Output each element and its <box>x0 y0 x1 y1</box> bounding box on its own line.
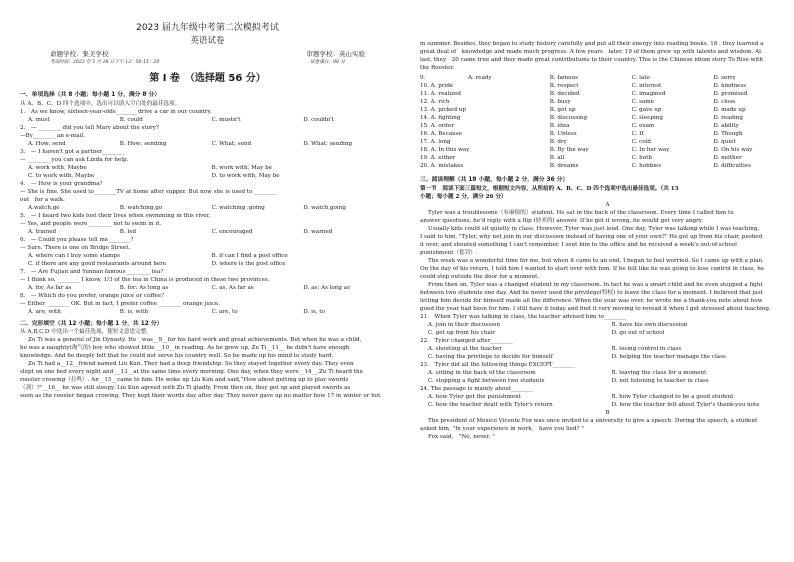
passage-line: between two students one day. And he never used the privilege(特权) to leave the class for a moment. I believed that just <box>420 289 763 296</box>
option: C. as, As far as <box>211 284 254 291</box>
cloze-option-row <box>420 106 794 114</box>
option: C. If <box>631 131 644 137</box>
cloze-option-row <box>420 138 794 146</box>
option: B. all <box>549 155 565 161</box>
option: B. watching,go <box>119 204 163 211</box>
question-stem-line: — She is fine. She used to________TV at home after supper. But now she is used to ________ <box>20 188 277 195</box>
school-info <box>20 49 395 59</box>
option: A. are, with <box>28 308 61 315</box>
cloze-option-row <box>420 162 794 170</box>
option: D. neither <box>713 155 742 161</box>
cloze-option-row <box>420 82 794 90</box>
question-options <box>420 321 794 337</box>
option: B. losing control in class <box>611 345 682 352</box>
option: D. go out of school <box>611 329 665 336</box>
option: D. helping the teacher manage the class <box>611 353 726 360</box>
passage-line: letting him decide for himself made all the difference. When the year was over, he wrote me a thank-you note about how <box>420 297 763 304</box>
passage-line: it over, and shouted something I can't remember. I sent him to the office and he received a week's out-of-school <box>420 241 737 248</box>
cloze-option-row <box>420 74 794 82</box>
question-stem: 1. As we know, sixteen-year-olds________drive a car in our country. <box>20 108 212 115</box>
option: B. dreams <box>549 163 579 169</box>
option: D. where is the post office <box>211 260 286 267</box>
question-stem-line: —By________ an e-mail. <box>20 132 85 139</box>
option: C. cold <box>631 139 652 145</box>
question-stem: 21. When Tyler was talking in class, the teacher advised him to________ <box>420 313 627 320</box>
cloze-number-option: 13. A. picked up <box>420 107 467 113</box>
cloze-option-row <box>420 154 794 162</box>
section-1-instruction: 从 A、B、C、D 四个选项中，选出可以填入空白处的最佳选项。 <box>20 100 181 107</box>
option: B. Unless <box>549 131 577 137</box>
option: B. How; sending <box>119 140 167 147</box>
option: D. not listening to teacher in class <box>611 377 709 384</box>
passage-line: in summer. Besides, they began to study history carefully and put all their energy into reading books. 18 , they learned a <box>420 41 764 47</box>
option: C. both <box>631 155 652 161</box>
option: A. ready <box>468 75 492 81</box>
section-2-heading: 二、完形填空（共 12 小题；每小题 1 分，共 12 分） <box>20 320 163 327</box>
question-stem-line: out for a walk. <box>20 196 65 203</box>
option: A.watch,go <box>28 204 60 211</box>
option: C. late <box>631 75 650 81</box>
exam-title: 2023 届九年级中考第二次模拟考试 <box>136 23 279 33</box>
question-options <box>20 204 395 212</box>
option: D. quiet <box>713 139 736 145</box>
option: C. to work with, Maybe <box>28 172 95 179</box>
question-stem: 5. — I heard two kids lost their lives when swimming in this river. <box>20 212 211 219</box>
option: C. are, to <box>211 308 238 315</box>
option: B. got up <box>549 107 576 113</box>
exam-time: 考试时间：2023 年 5 月 18 日下午 13：50-15：20 <box>50 60 160 65</box>
question-stem: 23. Tyler did all the following things EXCEPT________ <box>420 361 575 368</box>
question-stem-line: — Yes, and people were ________ not to swim in it. <box>20 220 162 227</box>
cloze-passage-continued <box>420 40 794 72</box>
option: C. having the privilege to decide for himself <box>428 353 553 360</box>
option: A. trained <box>28 228 57 235</box>
cloze-number-option: 10. A. pride <box>420 83 454 89</box>
cloze-number-option: 11. A. realized <box>420 91 462 97</box>
option: C. get up from his chair <box>428 329 496 336</box>
option: B. discussing <box>549 115 588 121</box>
section-1-heading: 一、单项选择（共 8 小题；每小题 1 分，满分 8 分） <box>20 92 161 98</box>
option: A. join in their discussion <box>428 321 500 328</box>
question-options <box>20 116 395 124</box>
passage-line: knowledge. And he deeply felt that he could not serve his country well. So he made up his mind to study hard. <box>20 353 334 359</box>
section-3-heading: 三、阅读理解（共 18 小题，每小题 2 分，满分 36 分） <box>420 177 569 183</box>
option: B. is, with <box>119 308 149 315</box>
passage-line: On the day of his return, I told him I wanted to start over with him. If he felt like he was going to lose control in class, he <box>420 265 765 272</box>
option: D. reading <box>713 115 743 121</box>
option: C. hobbies <box>631 163 662 169</box>
option: B. By the way <box>549 147 589 153</box>
option: D. is, to <box>303 308 325 315</box>
option: B. idea <box>549 123 570 129</box>
cloze-number-option: 20. A. mistakes <box>420 163 464 169</box>
cloze-number: 9. <box>420 75 426 81</box>
question-stem: 24. The passage is mainly about________ <box>420 385 534 392</box>
passage-line: Usually kids could sit quietly in class. However, Tyler was just loud. One day, Tyler was talking while I was teaching, <box>428 225 760 232</box>
question-options <box>20 284 395 292</box>
passage-line: The president of Mexico Vicente Fox was once invited to a university to give a speech. During the speech, a student <box>428 417 758 424</box>
question-stem: 6. — Could you please tell me________? <box>20 236 134 243</box>
option: C. imagined <box>631 91 666 97</box>
option: C. how the teacher dealt with Tyler's return <box>428 401 553 408</box>
passage-a-label: A <box>605 201 610 208</box>
cloze-passage <box>20 336 395 400</box>
right-column <box>420 40 794 441</box>
passage-line: the Rooster. <box>420 65 455 71</box>
option: A. how Tyler got the punishment <box>428 393 522 400</box>
question-stem: 8. — Which do you prefer, orange juice or coffee? <box>20 292 165 299</box>
exam-meta <box>20 59 395 66</box>
option: D. how the teacher felt about Tyler's thank-you note <box>611 401 760 408</box>
question-options <box>420 345 794 361</box>
passage-line: rooster crowing（打鸣）. An__15__came to him. He woke up Liu Kun and said,"How about getting up to play swords <box>20 377 349 383</box>
passage-line: soon as the rooster began crowing. They kept their words day after day. They never gave up no matter how 17 in winter or hot <box>20 393 381 399</box>
section-3-sub: 第一节 阅读下面三篇短文，根据短文内容，从所给的 A、B、C、D 四个选项中选出最佳选项。（共 13 <box>420 185 679 192</box>
cloze-option-row <box>420 146 794 154</box>
passage-b <box>420 417 794 441</box>
option: B. how Tyler changed to be a good student <box>611 393 734 400</box>
passage-line: good the year had been for him. I still have it today and find it very moving to reread it when I get stressed about teaching. <box>420 305 771 312</box>
exam-subtitle: 英语试卷 <box>190 36 225 46</box>
passage-line: From then on, Tyler was a changed student in my classroom. In fact he was a smart child and he even stopped a fight <box>428 281 763 288</box>
cloze-option-row <box>420 90 794 98</box>
reviewer-school: 审题学校：英山实验 <box>306 50 365 58</box>
question-stem: 2. — ________ did you tell Mary about the story? <box>20 124 159 131</box>
option: B. could <box>119 116 143 123</box>
cloze-option-row <box>420 114 794 122</box>
section-3-sub2: 小题；每小题 2 分，满分 26 分） <box>420 193 507 200</box>
option: C. exam <box>631 123 655 129</box>
option: C. encouraged <box>211 228 253 235</box>
reading-questions <box>420 313 794 409</box>
option: B. work with, May be <box>211 164 273 171</box>
cloze-option-row <box>420 130 794 138</box>
option: B. led <box>119 228 137 235</box>
option: D. made up <box>713 107 746 113</box>
cloze-option-row <box>420 98 794 106</box>
part-one-heading: 第 I 卷 （选择题 56 分） <box>149 73 266 84</box>
option: C. watching ;going <box>211 204 265 211</box>
section-2-instruction: 从 A,B,C,D 中选出一个最佳选项，使短文意思完整。 <box>20 329 152 335</box>
option: D. close <box>713 99 736 105</box>
option: D. promised <box>713 91 748 97</box>
option: D. kindness <box>713 83 747 89</box>
option: D. warned <box>303 228 333 235</box>
passage-line: last, they 20 came true and they made great contributions to their country. This is the Chinese idiom story To Rise with <box>420 57 763 63</box>
cloze-number-option: 14. A. fighting <box>420 115 461 121</box>
option: C. if there are any good restaurants around here <box>28 260 167 267</box>
cloze-number-option: 16. A. Because <box>420 131 462 137</box>
option: B. busy <box>549 99 571 105</box>
cloze-option-row <box>420 122 794 130</box>
question-options <box>420 369 794 385</box>
option: B. respect <box>549 83 579 89</box>
question-options <box>20 164 395 180</box>
option: D. What; sending <box>303 140 353 147</box>
question-options <box>20 228 395 236</box>
option: A. shouting at the teacher <box>428 345 502 352</box>
passage-a <box>420 209 794 313</box>
passage-line: Zu Ti was a general of Jin Dynasty. He was__9__for his hard work and great achievements. But when he was a child, <box>28 337 362 343</box>
option: D. Though <box>713 131 743 137</box>
option: D. as; As long as <box>303 284 350 291</box>
question-stem-line: — ________ you can ask Linda for help. <box>20 156 129 163</box>
cloze-options <box>420 74 794 170</box>
cloze-number-option: 12. A. rich <box>420 99 450 105</box>
question-stem: 22. Tyler changed after________ <box>420 337 513 344</box>
option: A. where can I buy some stamps <box>28 252 120 259</box>
option: D. ability <box>713 123 739 129</box>
left-column <box>20 22 395 400</box>
passage-b-label: B <box>605 409 610 416</box>
question-stem-line: — I think so. ________ I know, 1/3 of the tea in China is produced in these two provinces. <box>20 276 270 283</box>
section-1-questions <box>20 108 395 316</box>
option: B. if can I find a post office <box>211 252 288 259</box>
passage-line: answer questions, he'd reply with a flip (轻率的) answer. If he got it wrong, he would get very angry. <box>420 217 703 224</box>
option: B. leaving the class for a moment <box>611 369 707 376</box>
passage-line: The week was a wonderful time for me, but when it came to an end, I began to feel worried. So I came up with a plan. <box>428 257 764 264</box>
question-options <box>20 140 395 148</box>
cloze-number-option: 15. A. order <box>420 123 454 129</box>
question-stem: 4. — How is your grandma? <box>20 180 103 187</box>
option: A. must <box>28 116 50 123</box>
passage-line: could step outside the door for a moment. <box>420 273 540 280</box>
option: C. gave up <box>631 107 662 113</box>
cloze-number-option: 17. A. long <box>420 139 451 145</box>
option: C. same <box>631 99 654 105</box>
option: D. watch,going <box>303 204 346 211</box>
passage-line: Tyler was a troublesome（有麻烦的）student. He sat in the back of the classroom. Every time I called him to <box>428 209 734 216</box>
option: B. famous <box>549 75 578 81</box>
option: C. What; send <box>211 140 252 147</box>
option: C. In her way <box>631 147 670 153</box>
option: D. to work with, May be <box>211 172 280 179</box>
setter-school: 命题学校：集美学校 <box>50 50 109 58</box>
exam-score: 试卷满分：80 分 <box>310 60 345 65</box>
option: C. stopping a fight between two students <box>428 377 545 384</box>
passage-line: Fox said, "No, never. " <box>428 433 495 440</box>
question-options <box>420 393 794 409</box>
option: A. for, As far as <box>28 284 72 291</box>
option: C. mustn't <box>211 116 241 123</box>
passage-line: asked him, "In your experience in work, have you lied? " <box>420 425 584 432</box>
cloze-number-option: 18. A. In this way <box>420 147 470 153</box>
passage-line: great deal of knowledge and made much progress. A few years later, 19 of them grew up with talents and wisdom. At <box>420 49 762 55</box>
question-options <box>20 252 395 268</box>
option: B. dry <box>549 139 567 145</box>
option: A. sitting in the back of the classroom <box>428 369 536 376</box>
option: D. On his way <box>713 147 753 153</box>
option: A. How; send <box>28 140 66 147</box>
question-stem-line: — Sure. There is one on Bridge Street. <box>20 244 131 251</box>
option: D. couldn't <box>303 116 334 123</box>
passage-line: （剑）?"__16__ he was still sleepy, Liu Kun agreed with Zu Ti gladly. From then on, they got up and played swords as <box>20 385 351 391</box>
question-options <box>20 308 395 316</box>
option: C. interest <box>631 83 662 89</box>
passage-line: he was a naughty(淘气的) boy who showed little __10__in reading. As he grew up, Zu Ti__11__ he didn't have enough <box>20 345 350 351</box>
passage-line: slept on one bed every night and __13__at the same time every morning. One day, when they were__14__,Zu Ti heard the <box>20 369 363 375</box>
passage-line: I said to him, "Tyler, why not join in our discussion instead of having one of your own?" He got up from his chair, pushed <box>420 233 763 240</box>
passage-line: Zu Ti had a__12__friend named Liu Kun. They had a deep friendship. So they stayed together every day. They even <box>28 361 354 367</box>
question-stem-line: — Either ________ OK. But in fact, I prefer coffee ________ orange juice. <box>20 300 220 307</box>
option: D. sorry <box>713 75 736 81</box>
option: C. sleeping <box>631 115 663 121</box>
option: B. for; As long as <box>119 284 169 291</box>
option: B. have his own discussion <box>611 321 688 328</box>
cloze-number-option: 19. A. either <box>420 155 456 161</box>
option: B. decided <box>549 91 580 97</box>
question-stem: 7. — Are Fujian and Yunnan famous ________ tea? <box>20 268 164 275</box>
question-stem: 3. — I haven't got a partner________ <box>20 148 125 155</box>
option: D. difficulties <box>713 163 751 169</box>
option: A. work with, Maybe <box>28 164 87 171</box>
passage-line: punishment（惩罚）. <box>420 249 478 256</box>
